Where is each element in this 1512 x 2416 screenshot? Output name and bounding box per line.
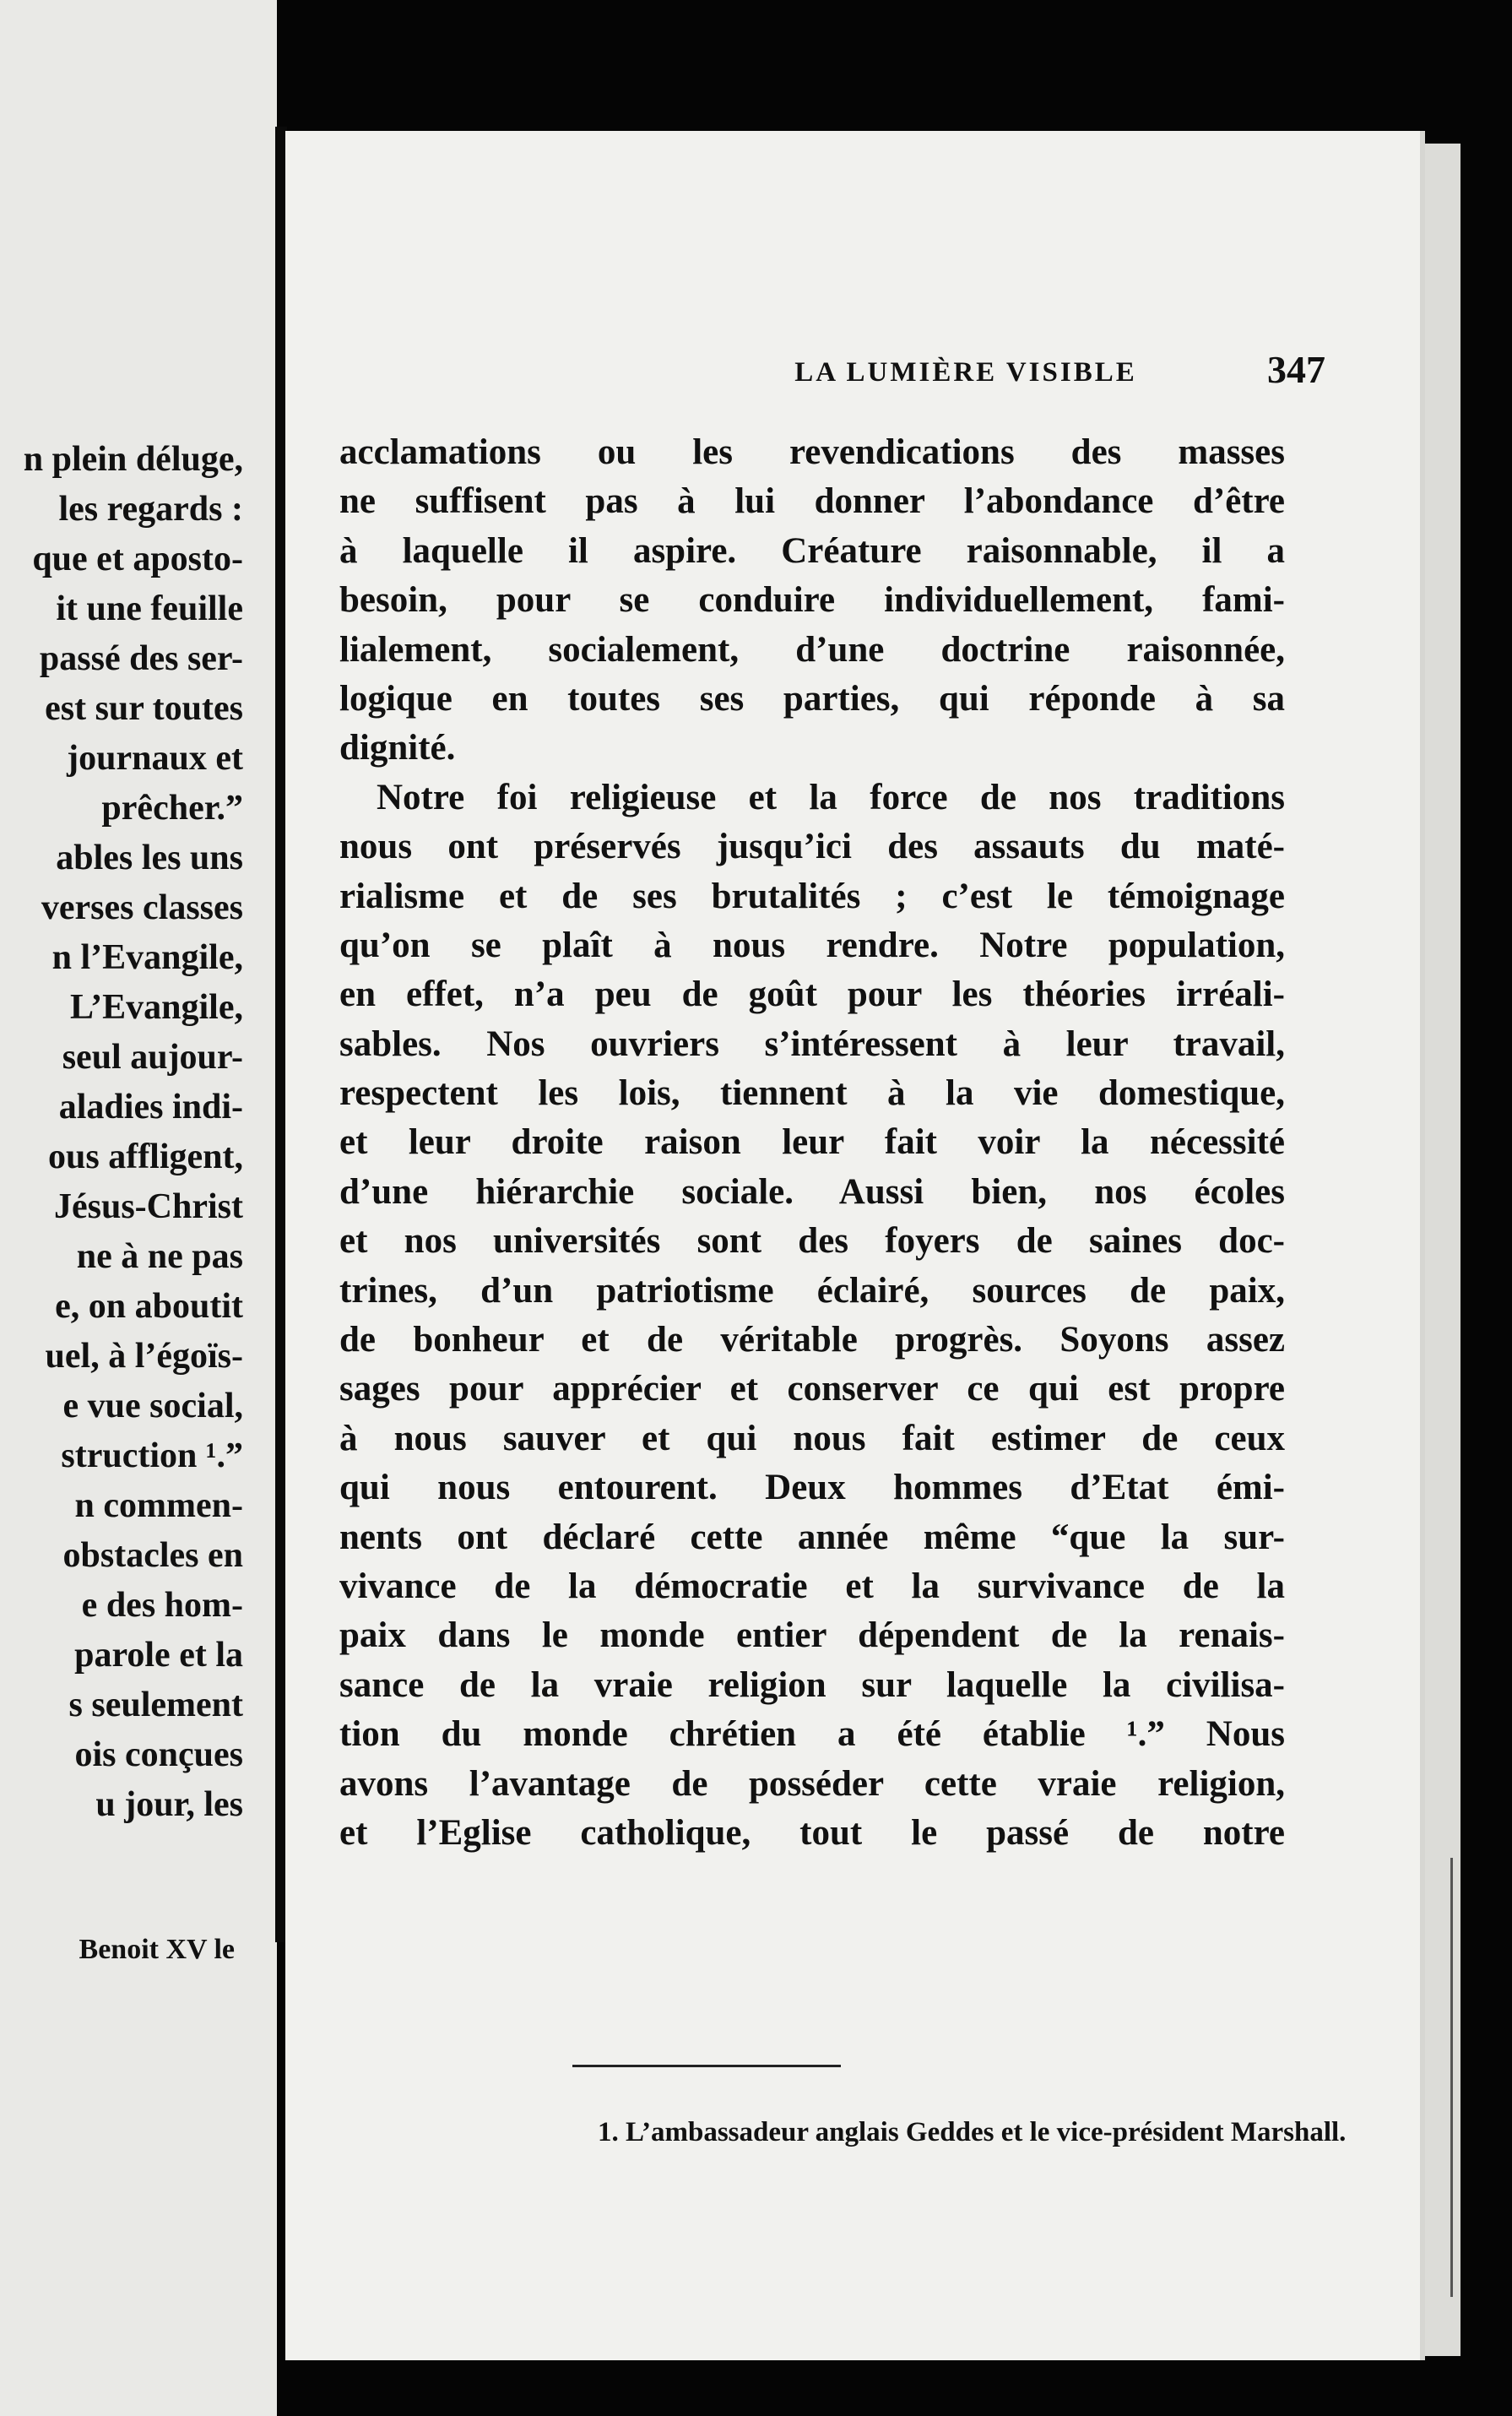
left-line: passé des ser-	[39, 639, 243, 678]
body-line: Notre foi religieuse et la force de nos traditions	[377, 777, 1285, 817]
left-line: les regards :	[58, 490, 243, 529]
body-line: et l’Eglise catholique, tout le passé de notre	[339, 1812, 1285, 1853]
left-line: n commen-	[74, 1486, 243, 1525]
left-line: L’Evangile,	[70, 988, 243, 1027]
page-edge-line	[1450, 1858, 1453, 2297]
body-line: respectent les lois, tiennent à la vie domestique,	[339, 1073, 1285, 1114]
body-line: logique en toutes ses parties, qui réponde à sa	[339, 678, 1285, 719]
page-number: 347	[1267, 348, 1325, 391]
left-line: ables les uns	[56, 839, 243, 877]
body-line: avons l’avantage de posséder cette vraie religion,	[339, 1763, 1285, 1804]
left-line: it une feuille	[56, 589, 243, 628]
body-line: de bonheur et de véritable progrès. Soyons assez	[339, 1320, 1285, 1360]
body-line: trines, d’un patriotisme éclairé, sources de paix,	[339, 1270, 1285, 1311]
body-line: tion du monde chrétien a été établie ¹.” Nous	[339, 1714, 1285, 1755]
left-line: est sur toutes	[45, 689, 243, 728]
left-line: ois conçues	[74, 1735, 243, 1774]
body-line: nous ont préservés jusqu’ici des assauts du maté-	[339, 827, 1285, 867]
body-line: qu’on se plaît à nous rendre. Notre population,	[339, 925, 1285, 965]
body-line: rialisme et de ses brutalités ; c’est le témoignage	[339, 876, 1285, 916]
body-line: en effet, n’a peu de goût pour les théories irréali-	[339, 975, 1285, 1015]
body-line: paix dans le monde entier dépendent de la renais-	[339, 1615, 1285, 1656]
left-line: ne à ne pas	[76, 1237, 243, 1276]
left-line: n l’Evangile,	[51, 938, 243, 977]
body-line: sance de la vraie religion sur laquelle la civilisa-	[339, 1664, 1285, 1705]
body-line: nents ont déclaré cette année même “que la sur-	[339, 1517, 1285, 1557]
body-line: lialement, socialement, d’une doctrine raisonnée,	[339, 629, 1285, 670]
left-line: aladies indi-	[58, 1088, 243, 1127]
left-line: s seulement	[68, 1686, 243, 1724]
left-line: que et aposto-	[32, 540, 243, 578]
body-line: acclamations ou les revendications des masses	[339, 432, 1285, 472]
running-head: LA LUMIÈRE VISIBLE	[794, 357, 1137, 388]
left-line: uel, à l’égoïs-	[45, 1337, 243, 1376]
left-line: prêcher.”	[101, 789, 243, 828]
body-line: et nos universités sont des foyers de saines doc-	[339, 1221, 1285, 1262]
left-line: n plein déluge,	[23, 440, 243, 479]
body-line: sages pour apprécier et conserver ce qui est propre	[339, 1369, 1285, 1409]
left-line: parole et la	[74, 1636, 243, 1675]
left-page-text	[0, 435, 243, 1830]
left-line: struction ¹.”	[61, 1436, 243, 1475]
left-line: e, on aboutit	[55, 1287, 243, 1326]
left-line: e vue social,	[62, 1387, 243, 1425]
left-line: journaux et	[67, 739, 243, 778]
body-line: sables. Nos ouvriers s’intéressent à leur travail,	[339, 1023, 1285, 1064]
left-line: obstacles en	[62, 1536, 243, 1575]
left-line: e des hom-	[81, 1586, 243, 1625]
body-line: qui nous entourent. Deux hommes d’Etat émi-	[339, 1468, 1285, 1508]
body-line: besoin, pour se conduire individuellement, fami-	[339, 580, 1285, 621]
left-line: u jour, les	[95, 1785, 243, 1824]
left-page	[0, 0, 277, 2416]
left-page-footnote: Benoit XV le	[79, 1934, 235, 1965]
footnote-rule	[572, 2065, 841, 2067]
body-line: vivance de la démocratie et la survivance de la	[339, 1566, 1285, 1606]
body-line: à laquelle il aspire. Créature raisonnable, il a	[339, 530, 1285, 571]
page-edge-stack	[1425, 144, 1461, 2356]
right-page	[285, 131, 1425, 2360]
left-line: ous affligent,	[48, 1137, 243, 1176]
body-line: d’une hiérarchie sociale. Aussi bien, nos écoles	[339, 1171, 1285, 1212]
body-line: dignité.	[339, 728, 456, 768]
left-line: Jésus-Christ	[53, 1187, 243, 1226]
body-line: et leur droite raison leur fait voir la nécessité	[339, 1122, 1285, 1163]
left-line: verses classes	[41, 888, 243, 927]
body-line: à nous sauver et qui nous fait estimer de ceux	[339, 1418, 1285, 1458]
body-text	[339, 428, 1285, 1858]
footnote: 1. L’ambassadeur anglais Geddes et le vice-président Marshall.	[598, 2117, 1347, 2147]
left-line: seul aujour-	[62, 1038, 243, 1077]
body-line: ne suffisent pas à lui donner l’abondance d’être	[339, 481, 1285, 522]
